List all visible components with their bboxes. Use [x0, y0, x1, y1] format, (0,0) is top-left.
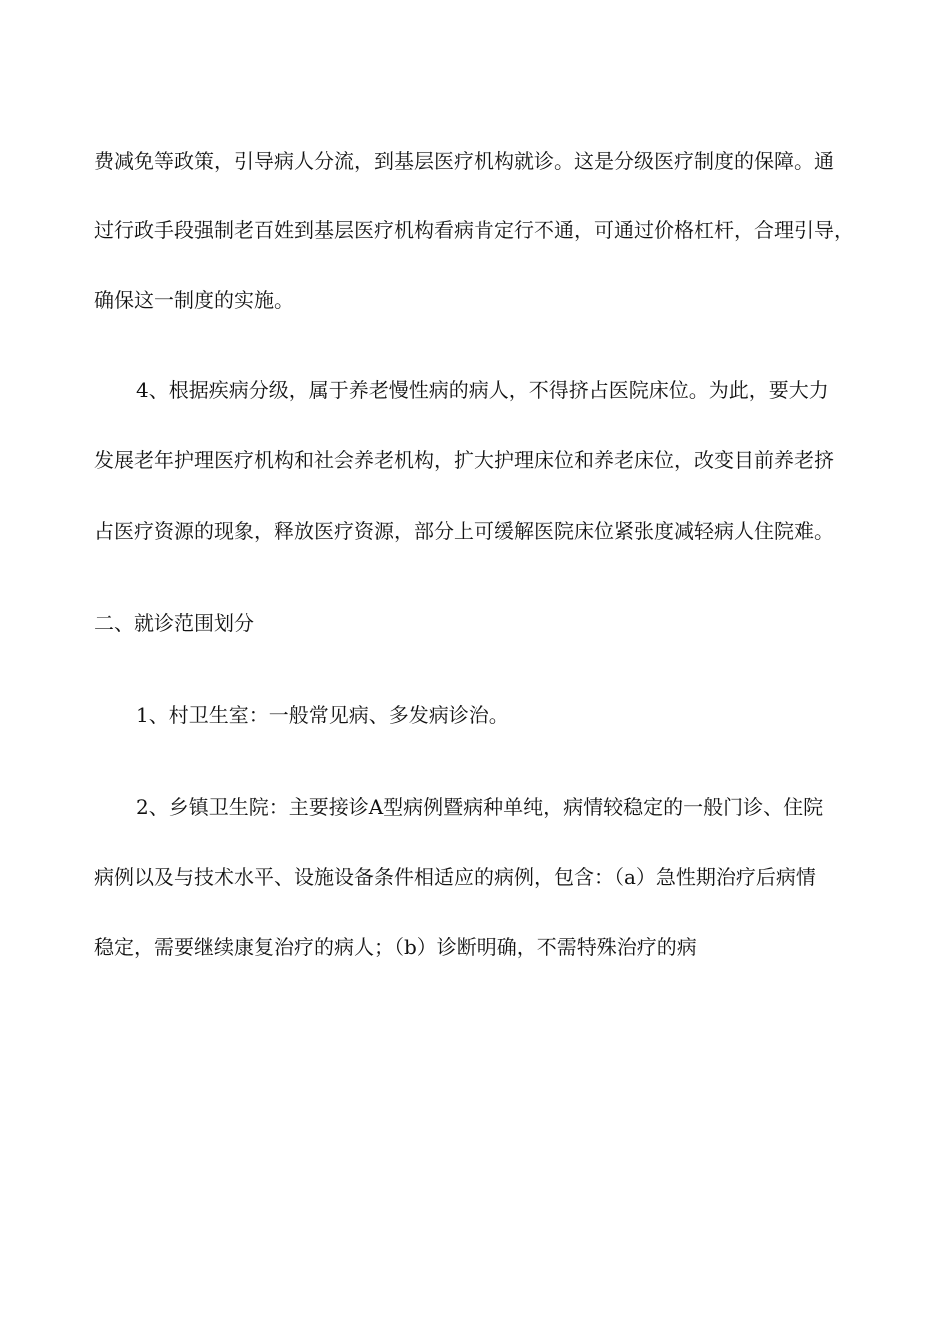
- paragraph-line: 确保这一制度的实施。: [94, 288, 294, 312]
- paragraph-line: 4、根据疾病分级，属于养老慢性病的病人，不得挤占医院床位。为此，要大力: [136, 378, 829, 402]
- paragraph-line: 病例以及与技术水平、设施设备条件相适应的病例，包含：（a）急性期治疗后病情: [94, 865, 816, 889]
- paragraph-line: 费减免等政策，引导病人分流，到基层医疗机构就诊。这是分级医疗制度的保障。通: [94, 149, 834, 173]
- paragraph-line: 过行政手段强制老百姓到基层医疗机构看病肯定行不通，可通过价格杠杆，合理引导，: [94, 218, 854, 242]
- paragraph-line: 2、乡镇卫生院：主要接诊A型病例暨病种单纯，病情较稳定的一般门诊、住院: [136, 795, 824, 819]
- section-heading: 二、就诊范围划分: [94, 611, 254, 635]
- paragraph-line: 1、村卫生室：一般常见病、多发病诊治。: [136, 703, 509, 727]
- paragraph-line: 占医疗资源的现象，释放医疗资源，部分上可缓解医院床位紧张度减轻病人住院难。: [94, 519, 834, 543]
- paragraph-line: 发展老年护理医疗机构和社会养老机构，扩大护理床位和养老床位，改变目前养老挤: [94, 448, 834, 472]
- paragraph-line: 稳定，需要继续康复治疗的病人；（b）诊断明确，不需特殊治疗的病: [94, 935, 697, 959]
